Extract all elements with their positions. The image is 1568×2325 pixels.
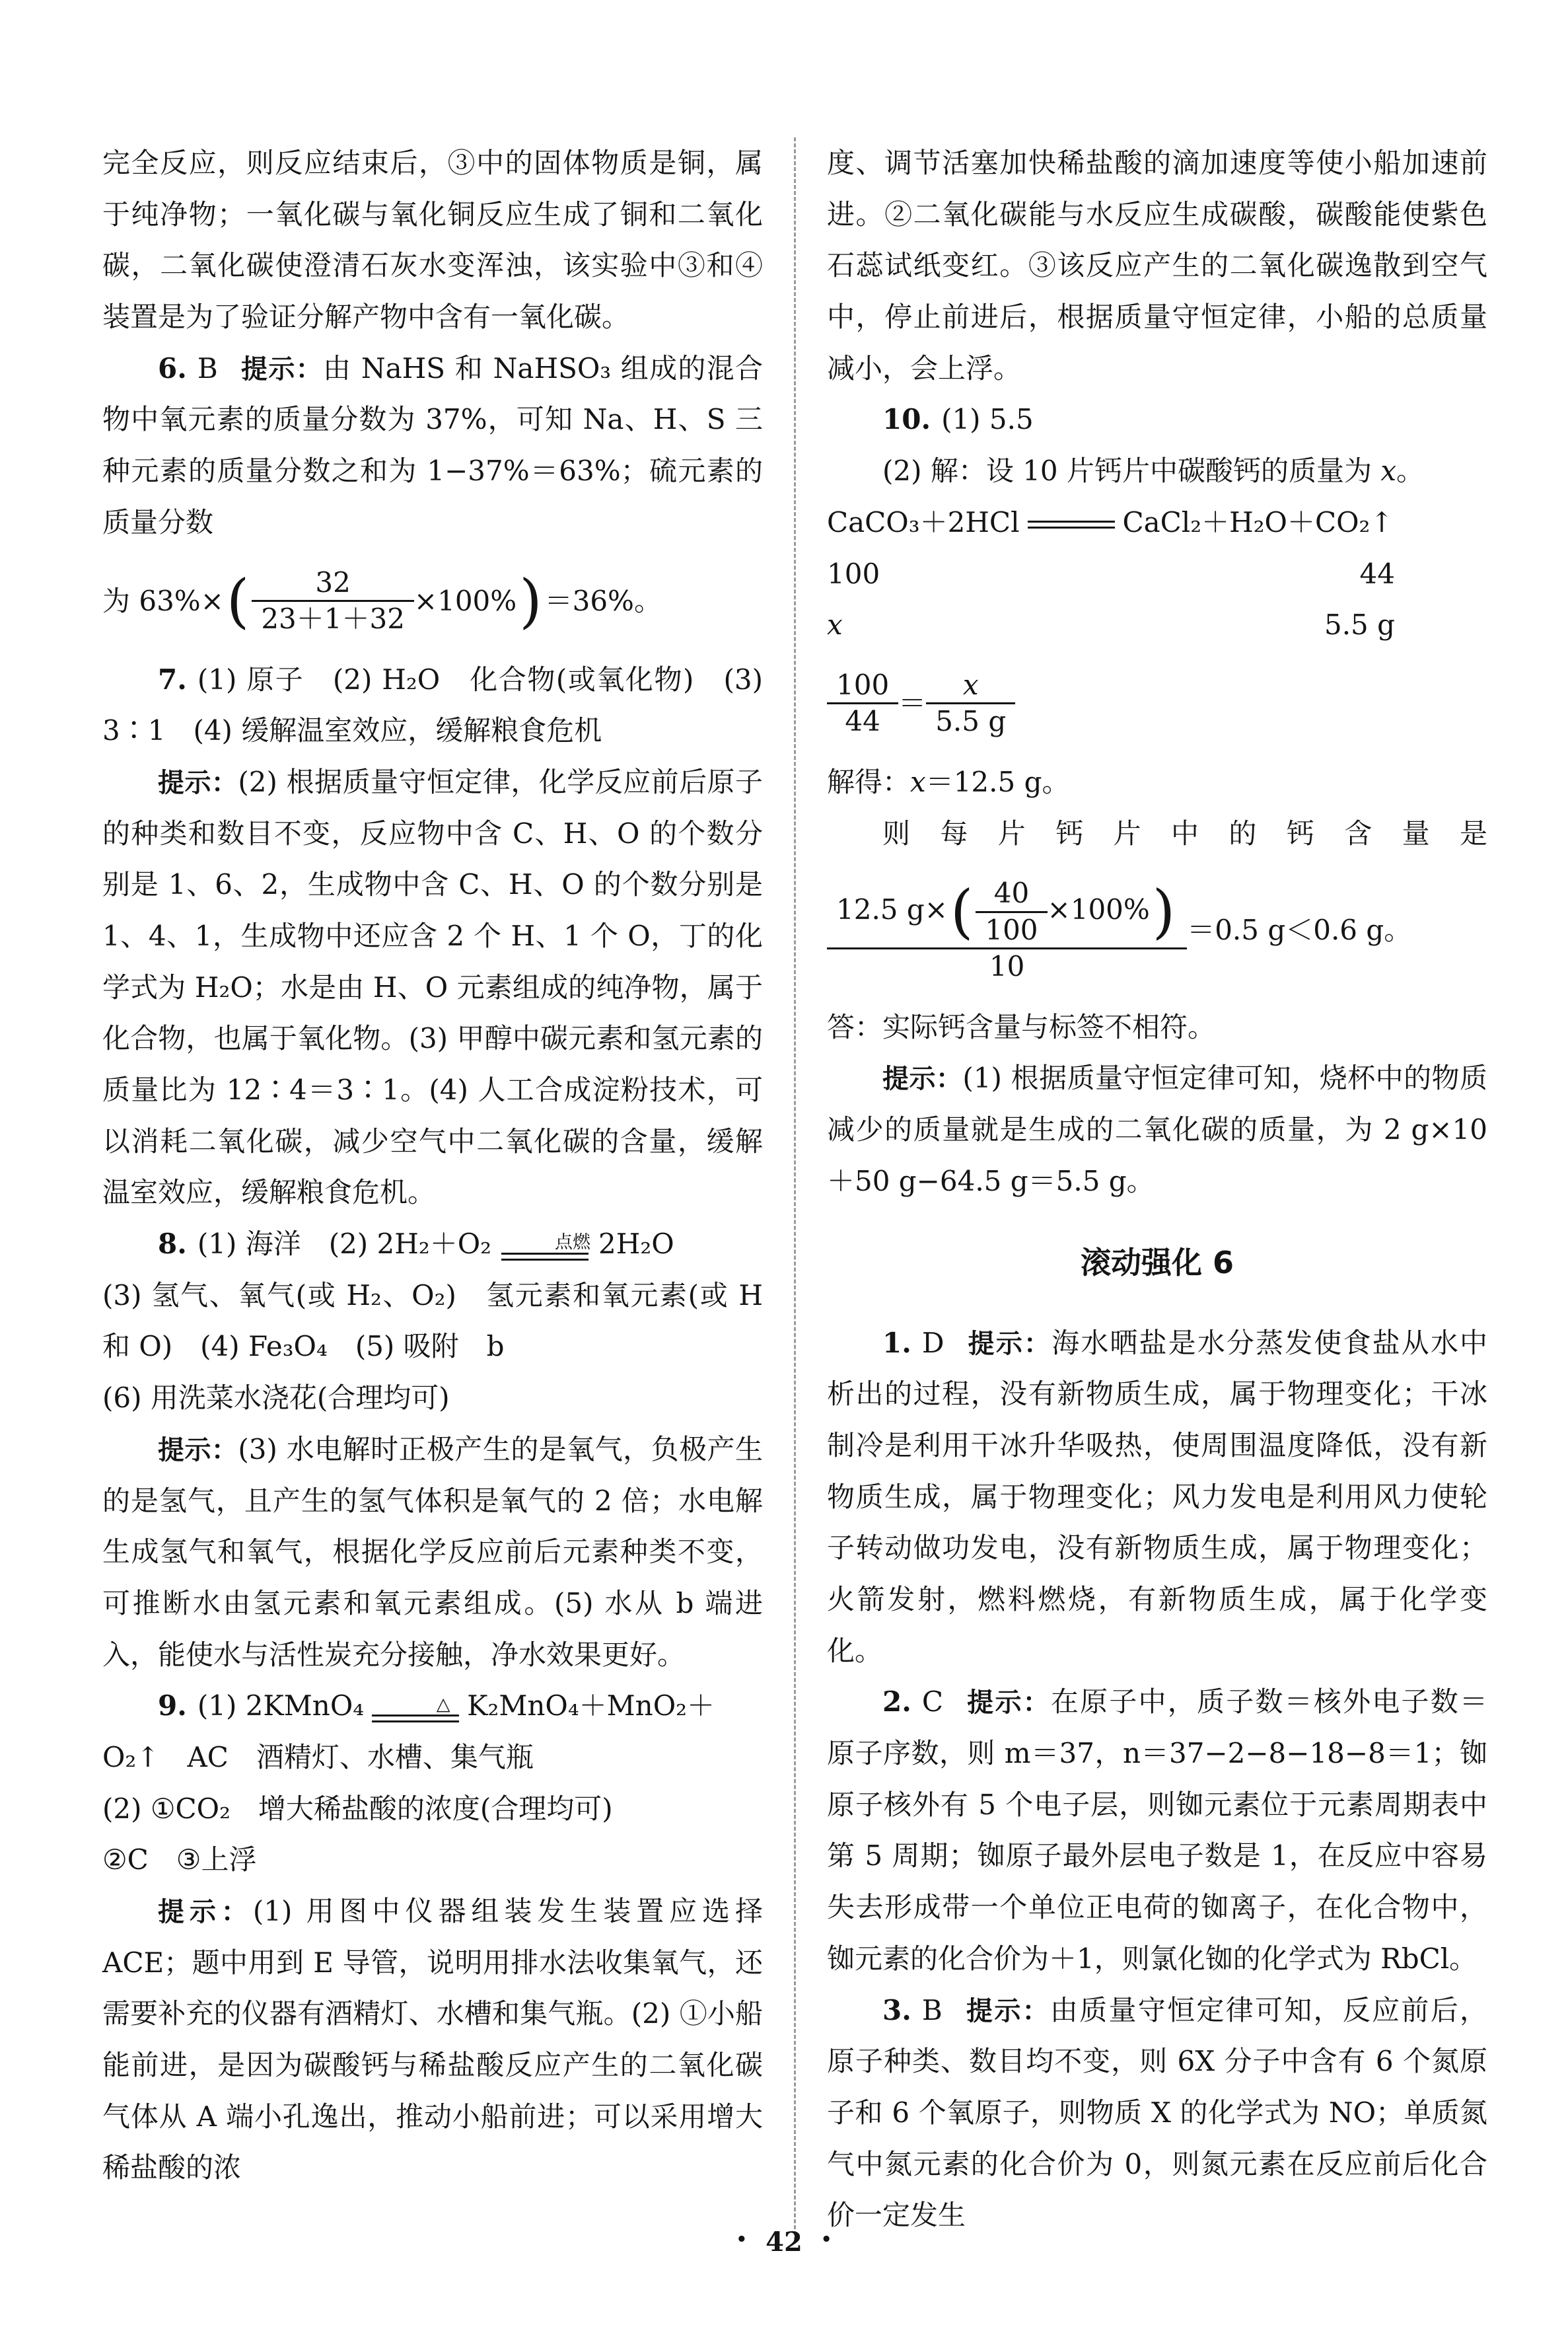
question-number: 10. bbox=[882, 403, 931, 436]
hint-text: (1) 用图中仪器组装发生装置应选择 ACE；题中用到 E 导管，说明用排水法收集氧气，还需要补充的仪器有酒精灯、水槽和集气瓶。(2) ①小船能前进，是因为碳酸钙与稀盐酸反应产生的二氧化碳气体从 A 端小孔逸出，推动小船前进；可以采用增大稀盐酸的浓 bbox=[102, 1895, 763, 2184]
big-fraction bbox=[827, 876, 1187, 984]
hint-label: 提示： bbox=[966, 1328, 1052, 1359]
answer-10-part2 bbox=[827, 445, 1487, 497]
solution-setup-end: 。 bbox=[1396, 455, 1425, 488]
answer-6 bbox=[102, 343, 763, 548]
double-bond-line bbox=[501, 1253, 588, 1261]
answer-9-line3: (2) ①CO₂ 增大稀盐酸的浓度(合理均可) bbox=[102, 1792, 613, 1825]
numerator bbox=[827, 876, 1187, 947]
answer-letter: B bbox=[197, 351, 218, 385]
numerator: 32 bbox=[315, 566, 351, 599]
inner-fraction bbox=[976, 876, 1047, 947]
variable-x: x bbox=[910, 765, 926, 798]
answer-7 bbox=[102, 654, 763, 757]
formula-result: ＝36%。 bbox=[544, 584, 662, 617]
answer-8-line1 bbox=[102, 1218, 763, 1270]
close-paren: ) bbox=[1152, 877, 1176, 946]
answer-letter: B bbox=[921, 1993, 943, 2026]
equation-rhs: CaCl₂＋H₂O＋CO₂↑ bbox=[1122, 505, 1394, 538]
page-number: 42 bbox=[766, 2227, 802, 2258]
left-column bbox=[102, 137, 763, 2241]
double-bond-line bbox=[372, 1715, 459, 1722]
answer-text: (1) 原子 (2) H₂O 化合物(或氧化物) (3) 3∶1 (4) 缓解温室效应，缓解粮食危机 bbox=[102, 663, 763, 747]
hint-label: 提示： bbox=[158, 1897, 253, 1927]
given-mass: 5.5 g bbox=[1324, 609, 1395, 642]
formula-sulfur-mass-fraction: 为 63%× ( $\frac{32}{23+1+32}$ ×100% ) ＝36%。 bbox=[102, 566, 763, 637]
fraction-left bbox=[827, 668, 898, 739]
numerator: x bbox=[962, 668, 979, 701]
answer-letter: C bbox=[921, 1685, 943, 1718]
question-number: 8. bbox=[158, 1228, 187, 1261]
denominator: 100 bbox=[976, 911, 1047, 948]
question-number: 3. bbox=[882, 1993, 911, 2026]
hint-text: (3) 水电解时正极产生的是氧气，负极产生的是氢气，且产生的氢气体积是氧气的 2 倍；水电解生成氢气和氧气，根据化学反应前后元素种类不变，可推断水由氢元素和氧元素组成。(5) 水从 b 端进入，能使水与活性炭充分接触，净水效果更好。 bbox=[102, 1432, 763, 1671]
hint-text: (1) 根据质量守恒定律可知，烧杯中的物质减少的质量就是生成的二氧化碳的质量，为 2 g×10＋50 g−64.5 g＝5.5 g。 bbox=[827, 1062, 1487, 1197]
column-divider bbox=[794, 137, 796, 2241]
section-heading: 滚动强化 6 bbox=[1080, 1244, 1234, 1280]
molar-mass-product: 44 bbox=[1359, 557, 1395, 590]
molar-mass-reactant: 100 bbox=[827, 557, 880, 590]
answer-text: (1) 2KMnO₄ bbox=[197, 1689, 365, 1722]
rolling-answer-3 bbox=[827, 1985, 1487, 2241]
fraction bbox=[252, 566, 414, 637]
chemical-equation bbox=[827, 497, 1487, 548]
proportion-equation bbox=[827, 668, 1487, 739]
answer-10-part1 bbox=[827, 394, 1487, 445]
variable-x: x bbox=[1380, 455, 1397, 488]
answer-9-line4: ②C ③上浮 bbox=[102, 1843, 257, 1876]
hint-label: 提示： bbox=[158, 1434, 238, 1465]
hint-label: 提示： bbox=[966, 1687, 1051, 1718]
question-number: 2. bbox=[882, 1685, 911, 1718]
mass-row bbox=[827, 599, 1395, 651]
answer-letter: D bbox=[921, 1326, 944, 1359]
hint-text: 海水晒盐是水分蒸发使食盐从水中析出的过程，没有新物质生成，属于物理变化；干冰制冷是利用干冰升华吸热，使周围温度降低，没有新物质生成，属于物理变化；风力发电是利用风力使轮子转动做功发电，没有新物质生成，属于物理变化；火箭发射，燃料燃烧，有新物质生成，属于化学变化。 bbox=[827, 1326, 1487, 1667]
hint-text: 由质量守恒定律可知，反应前后，原子种类、数目均不变，则 6X 分子中含有 6 个氮原子和 6 个氧原子，则物质 X 的化学式为 NO；单质氮气中氮元素的化合价为 0，则氮元素在反应前后化合价一定发生 bbox=[827, 1993, 1487, 2232]
solution-setup: (2) 解：设 10 片钙片中碳酸钙的质量为 bbox=[882, 455, 1381, 488]
formula-prefix: 为 63%× bbox=[102, 584, 224, 617]
paragraph-continued: 度、调节活塞加快稀盐酸的滴加速度等使小船加速前进。②二氧化碳能与水反应生成碳酸，碳酸能使紫色石蕊试纸变红。③该反应产生的二氧化碳逸散到空气中，停止前进后，根据质量守恒定律，小船的总质量减小，会上浮。 bbox=[827, 147, 1487, 385]
reaction-condition-ignite bbox=[499, 1232, 590, 1261]
question-number: 1. bbox=[882, 1326, 911, 1359]
equation-lhs: CaCO₃＋2HCl bbox=[827, 505, 1020, 538]
right-column bbox=[827, 137, 1487, 2241]
answer-text: (1) 海洋 (2) 2H₂＋O₂ bbox=[197, 1228, 492, 1261]
rolling-answer-2 bbox=[827, 1676, 1487, 1984]
footer-right-dot: • bbox=[820, 2230, 832, 2250]
equals-sign: ＝ bbox=[898, 687, 927, 720]
hint-text: (2) 根据质量守恒定律，化学反应前后原子的种类和数目不变，反应物中含 C、H、O 的个数分别是 1、6、2，生成物中含 C、H、O 的个数分别是 1、4、1，生成物中还应含 2 个 H、1 个 O，丁的化学式为 H₂O；水是由 H、O 元素组成的纯净物，属于化合物，也属于氧化物。(3) 甲醇中碳元素和氢元素的质量比为 12∶4＝3∶1。(4) 人工合成淀粉技术，可以消耗二氧化碳，减少空气中二氧化碳的含量，缓解温室效应，缓解粮食危机。 bbox=[102, 765, 763, 1209]
mass-value: 12.5 g× bbox=[836, 893, 948, 926]
numerator: 40 bbox=[993, 877, 1030, 910]
calcium-content-formula bbox=[827, 876, 1487, 984]
denominator: 5.5 g bbox=[926, 702, 1015, 739]
solve-label: 解得： bbox=[827, 765, 911, 798]
solve-result bbox=[827, 757, 1487, 808]
denominator: 10 bbox=[827, 947, 1187, 984]
answer-text: (1) 5.5 bbox=[941, 403, 1034, 436]
question-number: 6. bbox=[158, 351, 187, 385]
open-paren: ( bbox=[950, 877, 974, 946]
condition-delta: △ bbox=[436, 1693, 450, 1715]
answer-8-line3: (6) 用洗菜水浇花(合理均可) bbox=[102, 1382, 450, 1415]
hint-label: 提示： bbox=[882, 1064, 963, 1095]
question-number: 7. bbox=[158, 663, 187, 696]
hint-text: 在原子中，质子数＝核外电子数＝原子序数，则 m＝37，n＝37−2−8−18−8＝1；铷原子核外有 5 个电子层，则铷元素位于元素周期表中第 5 周期；铷原子最外层电子数是 1，在反应中容易失去形成带一个单位正电荷的铷离子，在化合物中，铷元素的化合价为＋1，则氯化铷的化学式为 RbCl。 bbox=[827, 1685, 1487, 1975]
numerator: 100 bbox=[836, 668, 890, 701]
unknown-mass: x bbox=[827, 609, 843, 642]
hint-label: 提示： bbox=[240, 353, 323, 385]
reaction-product: 2H₂O bbox=[598, 1228, 674, 1261]
molar-mass-row bbox=[827, 548, 1395, 600]
condition-label: 点燃 bbox=[555, 1232, 591, 1253]
answer-9-line2: O₂↑ AC 酒精灯、水槽、集气瓶 bbox=[102, 1740, 534, 1773]
reaction-condition-heat bbox=[372, 1694, 459, 1722]
denominator: 23＋1＋32 bbox=[252, 600, 414, 637]
final-answer: 答：实际钙含量与标签不相符。 bbox=[827, 1010, 1216, 1043]
reaction-product: K₂MnO₄＋MnO₂＋ bbox=[467, 1689, 715, 1722]
page-footer bbox=[0, 2227, 1568, 2258]
double-bond-line bbox=[1028, 521, 1115, 529]
answer-9-line1 bbox=[102, 1680, 763, 1732]
question-number: 9. bbox=[158, 1689, 187, 1722]
hint-label: 提示： bbox=[964, 1995, 1050, 2026]
hint-7 bbox=[102, 757, 763, 1218]
formula-middle: ×100% bbox=[413, 584, 517, 617]
denominator: 44 bbox=[827, 702, 898, 739]
solve-value: ＝12.5 g。 bbox=[925, 765, 1070, 798]
answer-8-line2: (3) 氢气、氧气(或 H₂、O₂) 氢元素和氧元素(或 H 和 O) (4) Fe₃O₄ (5) 吸附 b bbox=[102, 1278, 763, 1363]
percent-factor: ×100% bbox=[1047, 893, 1150, 926]
hint-10 bbox=[827, 1052, 1487, 1206]
comparison-result: ＝0.5 g＜0.6 g。 bbox=[1187, 914, 1412, 947]
paragraph-continued: 完全反应，则反应结束后，③中的固体物质是铜，属于纯净物；一氧化碳与氧化铜反应生成了铜和二氧化碳，二氧化碳使澄清石灰水变浑浊，该实验中③和④装置是为了验证分解产物中含有一氧化碳。 bbox=[102, 147, 763, 334]
hint-9 bbox=[102, 1886, 763, 2194]
calcium-content-lead-in: 则每片钙片中的钙含量是 bbox=[882, 817, 1487, 850]
footer-left-dot: • bbox=[736, 2230, 748, 2250]
hint-text: 由 NaHS 和 NaHSO₃ 组成的混合物中氧元素的质量分数为 37%，可知 Na、H、S 三种元素的质量分数之和为 1−37%＝63%；硫元素的质量分数 bbox=[102, 351, 763, 538]
fraction-right bbox=[926, 668, 1015, 739]
hint-label: 提示： bbox=[158, 767, 238, 798]
hint-8 bbox=[102, 1424, 763, 1680]
rolling-answer-1 bbox=[827, 1317, 1487, 1677]
two-column-layout bbox=[102, 137, 1487, 2241]
